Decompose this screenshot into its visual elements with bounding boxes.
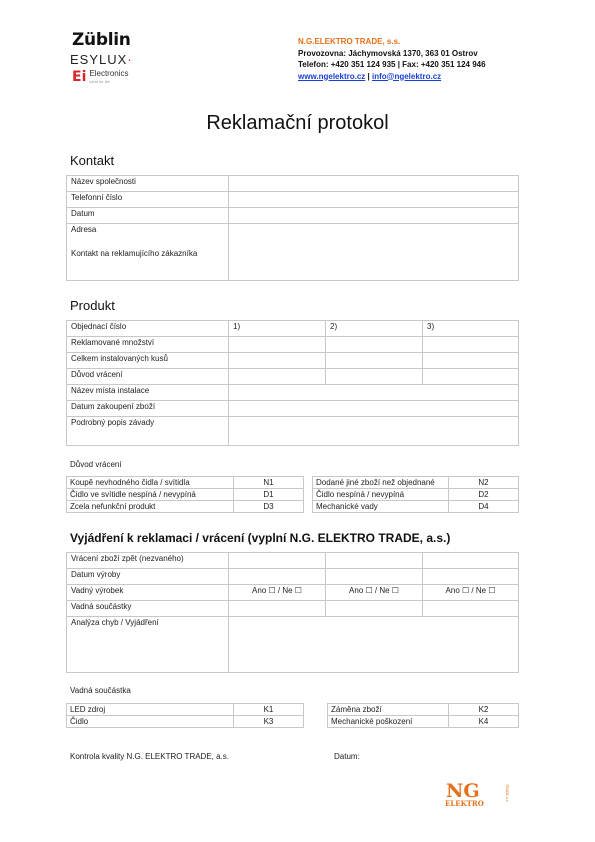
zublin-logo: Züblin	[72, 30, 131, 50]
product-installed-field-2[interactable]	[326, 353, 423, 369]
statement-production-date-field-2[interactable]	[326, 569, 423, 585]
contact-address-field[interactable]	[229, 224, 519, 281]
contact-date-label: Datum	[67, 208, 229, 224]
product-site-label: Název místa instalace	[67, 385, 229, 401]
statement-parts-field-2[interactable]	[326, 601, 423, 617]
statement-production-date-field-3[interactable]	[423, 569, 519, 585]
company-name: N.G.ELEKTRO TRADE, s.s.	[298, 37, 401, 46]
product-purchase-date-label: Datum zakoupení zboží	[67, 401, 229, 417]
product-installed-field-1[interactable]	[229, 353, 326, 369]
product-quantity-label: Reklamované množství	[67, 337, 229, 353]
product-reason-field-3[interactable]	[423, 369, 519, 385]
statement-parts-field-1[interactable]	[229, 601, 326, 617]
product-quantity-field-1[interactable]	[229, 337, 326, 353]
reason-text: Dodané jiné zboží než objednané	[313, 477, 449, 489]
ei-tagline: ideal for life	[89, 79, 110, 84]
esylux-logo	[70, 52, 133, 67]
product-order-number-label: Objednací číslo	[67, 321, 229, 337]
defective-parts-label: Vadná součástka	[70, 686, 131, 695]
statement-return-field-1[interactable]	[229, 553, 326, 569]
statement-defect-label: Vadný výrobek	[67, 585, 229, 601]
reason-code: D3	[234, 501, 304, 513]
reason-text: Mechanické vady	[313, 501, 449, 513]
statement-table	[66, 552, 519, 673]
defect-choice-2[interactable]: Ano ☐ / Ne ☐	[326, 585, 423, 601]
contact-company-label: Název společnosti	[67, 176, 229, 192]
part-code: K4	[449, 716, 519, 728]
part-code: K3	[234, 716, 304, 728]
product-reason-field-1[interactable]	[229, 369, 326, 385]
ng-logo-elektro: ELEKTRO	[445, 799, 484, 808]
contact-date-field[interactable]	[229, 208, 519, 224]
esylux-dot-icon: ·	[127, 52, 133, 67]
statement-return-label: Vrácení zboží zpět (nezvaného)	[67, 553, 229, 569]
return-reasons-left-table	[66, 476, 304, 513]
contact-heading: Kontakt	[70, 153, 115, 168]
product-order-col-2[interactable]: 2)	[326, 321, 423, 337]
quality-control-label: Kontrola kvality N.G. ELEKTRO TRADE, a.s.	[70, 752, 230, 761]
esylux-logo-text: ESYLUX	[70, 52, 128, 67]
statement-heading: Vyjádření k reklamaci / vrácení (vyplní N.G. ELEKTRO TRADE, a.s.)	[70, 531, 451, 545]
part-text: Čidlo	[67, 716, 234, 728]
reason-text: Koupě nevhodného čidla / svítidla	[67, 477, 234, 489]
reason-code: D4	[449, 501, 519, 513]
page-title: Reklamační protokol	[206, 112, 389, 134]
defective-parts-left-table	[66, 703, 304, 728]
part-code: K1	[234, 704, 304, 716]
ng-logo-side-text: TRADE a.s.	[505, 784, 509, 803]
return-reasons-right-table	[312, 476, 519, 513]
product-table	[66, 320, 519, 446]
reason-code: D2	[449, 489, 519, 501]
product-order-col-3[interactable]: 3)	[423, 321, 519, 337]
web-link[interactable]: www.ngelektro.cz	[298, 71, 366, 81]
statement-parts-label: Vadná součástky	[67, 601, 229, 617]
company-phone: Telefon: +420 351 124 935 | Fax: +420 351 124 946	[298, 60, 486, 69]
reason-text: Čidlo nespíná / nevypíná	[313, 489, 449, 501]
defect-choice-1[interactable]: Ano ☐ / Ne ☐	[229, 585, 326, 601]
ng-logo-letters: NG	[446, 780, 480, 802]
ei-mark: Ei	[72, 69, 87, 85]
reason-code: D1	[234, 489, 304, 501]
ng-elektro-logo	[440, 780, 512, 810]
footer-date-label: Datum:	[334, 752, 360, 761]
contact-phone-field[interactable]	[229, 192, 519, 208]
product-heading: Produkt	[70, 298, 115, 313]
statement-analysis-field[interactable]	[229, 617, 519, 673]
return-reasons-label: Důvod vrácení	[70, 460, 122, 469]
product-reason-field-2[interactable]	[326, 369, 423, 385]
product-site-field[interactable]	[229, 385, 519, 401]
statement-return-field-2[interactable]	[326, 553, 423, 569]
statement-production-date-field-1[interactable]	[229, 569, 326, 585]
product-order-col-1[interactable]: 1)	[229, 321, 326, 337]
product-quantity-field-2[interactable]	[326, 337, 423, 353]
ei-name: Electronics	[89, 69, 129, 78]
link-separator: |	[367, 71, 370, 81]
reason-text: Zcela nefunkční produkt	[67, 501, 234, 513]
product-purchase-date-field[interactable]	[229, 401, 519, 417]
company-address: Provozovna: Jáchymovská 1370, 363 01 Ostrov	[298, 48, 478, 58]
part-text: LED zdroj	[67, 704, 234, 716]
part-text: Záměna zboží	[328, 704, 449, 716]
ei-electronics-logo	[72, 70, 129, 86]
statement-return-field-3[interactable]	[423, 553, 519, 569]
contact-address-label: Adresa	[71, 225, 97, 234]
product-installed-label: Celkem instalovaných kusů	[67, 353, 229, 369]
contact-company-field[interactable]	[229, 176, 519, 192]
contact-person-label: Kontakt na reklamujícího zákazníka	[71, 249, 198, 258]
statement-production-date-label: Datum výroby	[67, 569, 229, 585]
defective-parts-right-table	[327, 703, 519, 728]
product-quantity-field-3[interactable]	[423, 337, 519, 353]
product-installed-field-3[interactable]	[423, 353, 519, 369]
reason-code: N2	[449, 477, 519, 489]
reason-code: N1	[234, 477, 304, 489]
part-text: Mechanické poškození	[328, 716, 449, 728]
reason-text: Čidlo ve svítidle nespíná / nevypíná	[67, 489, 234, 501]
contact-address-cell	[67, 224, 229, 281]
statement-parts-field-3[interactable]	[423, 601, 519, 617]
statement-analysis-label: Analýza chyb / Vyjádření	[67, 617, 229, 673]
product-detail-label: Podrobný popis závady	[67, 417, 229, 446]
defect-choice-3[interactable]: Ano ☐ / Ne ☐	[423, 585, 519, 601]
product-detail-field[interactable]	[229, 417, 519, 446]
company-info	[298, 36, 486, 82]
contact-phone-label: Telefonní číslo	[67, 192, 229, 208]
part-code: K2	[449, 704, 519, 716]
product-reason-label: Důvod vrácení	[67, 369, 229, 385]
email-link[interactable]: info@ngelektro.cz	[372, 71, 442, 81]
contact-table	[66, 175, 519, 281]
